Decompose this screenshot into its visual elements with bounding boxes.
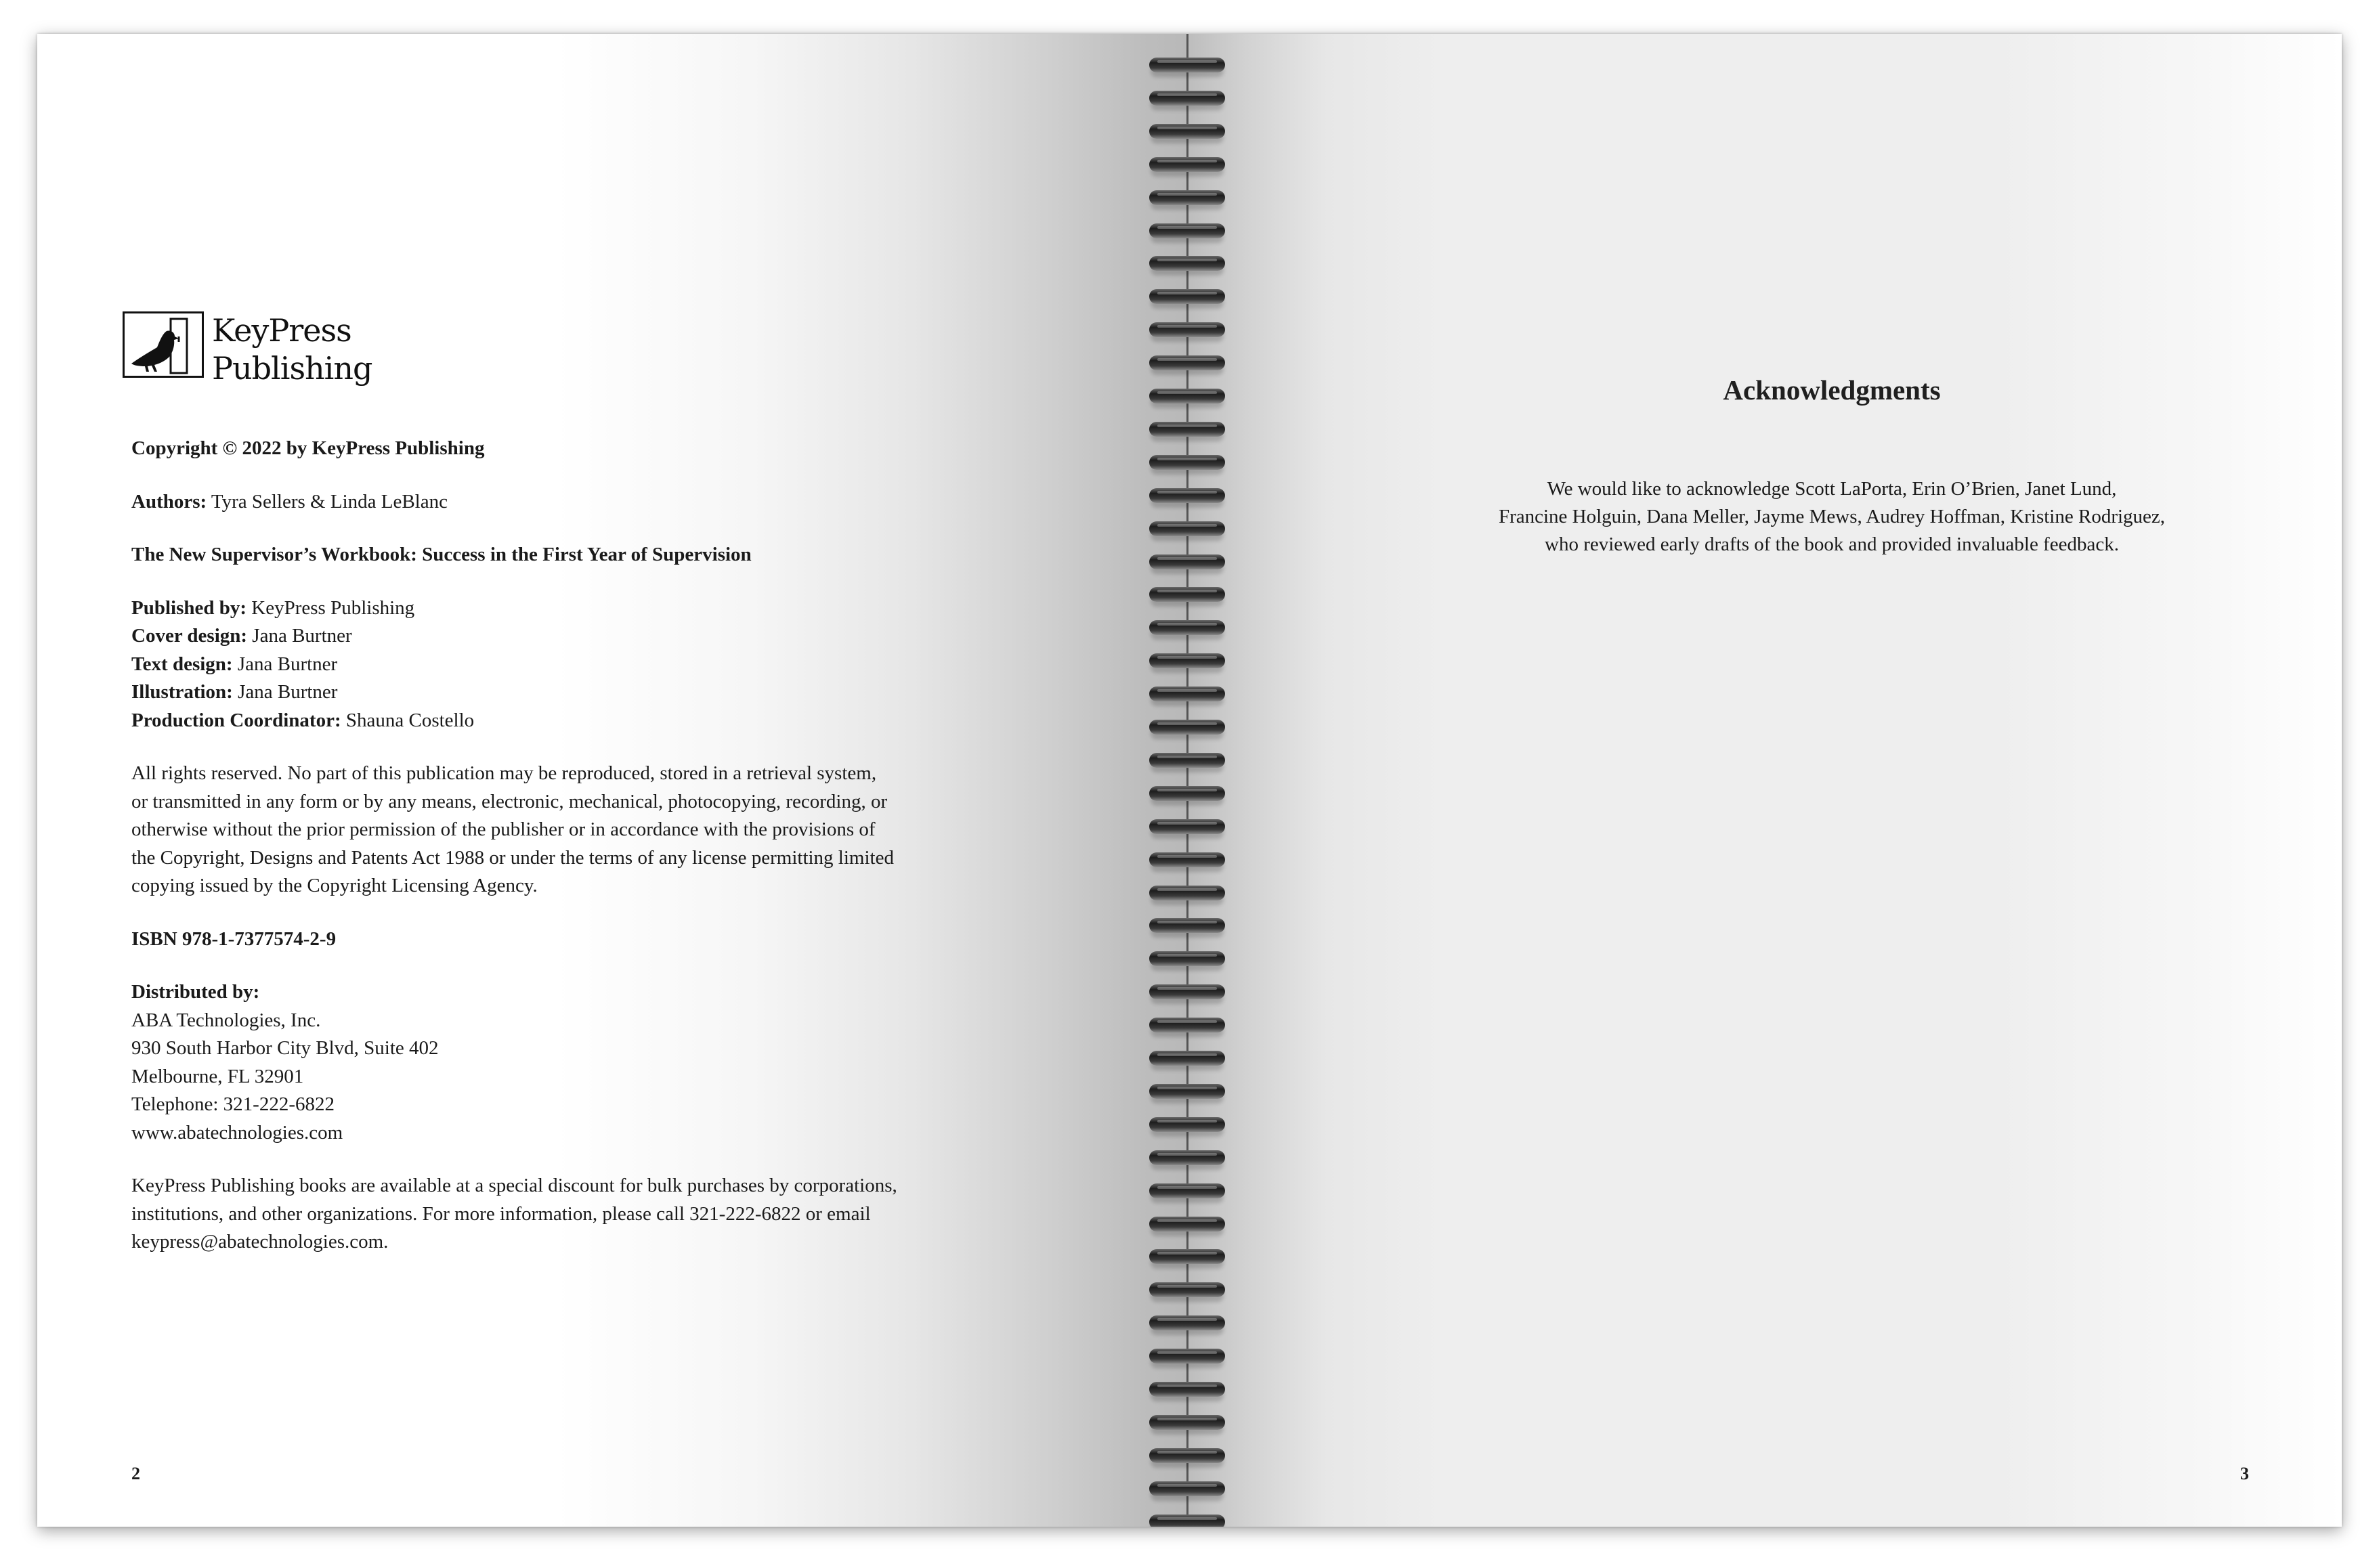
binding-coil — [1149, 1282, 1225, 1297]
distributor-line: Melbourne, FL 32901 — [131, 1065, 304, 1087]
authors-line — [131, 488, 1066, 517]
credit-label: Production Coordinator: — [131, 709, 341, 731]
binding-coil — [1149, 620, 1225, 635]
distributor-website: www.abatechnologies.com — [131, 1121, 343, 1144]
book-spread — [37, 34, 2342, 1527]
binding-coil — [1149, 1150, 1225, 1165]
credit-value: Jana Burtner — [232, 653, 338, 675]
binding-coil — [1149, 852, 1225, 867]
binding-coil — [1149, 653, 1225, 668]
binding-coil — [1149, 720, 1225, 735]
rights-line: the Copyright, Designs and Patents Act 1988 or under the terms of any license permitting limited — [131, 846, 894, 869]
credit-line — [131, 651, 1066, 679]
binding-coil — [1149, 190, 1225, 205]
binding-coil — [1149, 223, 1225, 238]
credit-label: Illustration: — [131, 681, 233, 703]
credit-label: Published by: — [131, 596, 247, 619]
bulk-line: keypress@abatechnologies.com. — [131, 1231, 389, 1253]
copyright-line: Copyright © 2022 by KeyPress Publishing — [131, 437, 485, 459]
binding-coil — [1149, 886, 1225, 900]
acknowledgments-heading: Acknowledgments — [1723, 374, 1941, 406]
acknowledgments-body — [1426, 475, 2238, 559]
binding-coil — [1149, 1051, 1225, 1066]
binding-coil — [1149, 753, 1225, 768]
binding-coil — [1149, 58, 1225, 72]
credit-line — [131, 678, 1066, 707]
binding-coil — [1149, 984, 1225, 999]
binding-coil — [1149, 1217, 1225, 1232]
binding-coil — [1149, 819, 1225, 834]
binding-coil — [1149, 1349, 1225, 1364]
pigeon-logo-icon — [123, 311, 204, 378]
bulk-purchase-paragraph — [131, 1172, 1066, 1257]
binding-coil — [1149, 1249, 1225, 1264]
credit-value: Shauna Costello — [341, 709, 475, 731]
distributed-label: Distributed by: — [131, 981, 260, 1003]
binding-coil — [1149, 91, 1225, 106]
authors-label: Authors: — [131, 490, 207, 513]
right-page-number: 3 — [2240, 1464, 2249, 1483]
binding-coil — [1149, 1415, 1225, 1430]
rights-line: All rights reserved. No part of this publication may be reproduced, stored in a retrieval system, — [131, 762, 877, 784]
binding-coil — [1149, 256, 1225, 271]
acknowledgments-line: We would like to acknowledge Scott LaPorta, Erin O’Brien, Janet Lund, — [1547, 478, 2117, 500]
rights-line: otherwise without the prior permission of the publisher or in accordance with the provisions of — [131, 819, 876, 840]
binding-coil — [1149, 521, 1225, 536]
distributor-line: Telephone: 321-222-6822 — [131, 1093, 335, 1115]
right-page — [1188, 34, 2342, 1527]
binding-coil — [1149, 124, 1225, 139]
credits-list — [131, 594, 1066, 735]
credit-value: Jana Burtner — [232, 681, 338, 703]
bulk-line: KeyPress Publishing books are available at a special discount for bulk purchases by corporations, — [131, 1175, 897, 1196]
distributor-line: ABA Technologies, Inc. — [131, 1009, 321, 1031]
distributor-address — [131, 1007, 1066, 1148]
binding-coil — [1149, 1117, 1225, 1132]
binding-coil — [1149, 786, 1225, 801]
acknowledgments-line: who reviewed early drafts of the book and provided invaluable feedback. — [1545, 533, 2119, 555]
binding-coil — [1149, 455, 1225, 470]
credit-label: Text design: — [131, 653, 233, 675]
binding-coil — [1149, 422, 1225, 437]
book-title: The New Supervisor’s Workbook: Success in the First Year of Supervision — [131, 544, 752, 565]
binding-coil — [1149, 918, 1225, 933]
credit-value: KeyPress Publishing — [247, 596, 415, 619]
binding-coil — [1149, 1515, 1225, 1527]
credit-value: Jana Burtner — [247, 625, 352, 647]
publisher-name — [212, 311, 372, 387]
binding-coil — [1149, 1382, 1225, 1397]
left-page-number: 2 — [131, 1464, 140, 1483]
rights-line: or transmitted in any form or by any means, electronic, mechanical, photocopying, recording, or — [131, 790, 888, 812]
rights-line: copying issued by the Copyright Licensing Agency. — [131, 875, 538, 896]
binding-coil — [1149, 488, 1225, 503]
binding-coil — [1149, 1084, 1225, 1099]
credit-label: Cover design: — [131, 625, 248, 647]
logo-line-1: KeyPress — [212, 312, 351, 349]
binding-coil — [1149, 289, 1225, 304]
binding-coil — [1149, 1448, 1225, 1463]
binding-coil — [1149, 554, 1225, 569]
binding-coil — [1149, 587, 1225, 602]
authors-value: Tyra Sellers & Linda LeBlanc — [207, 490, 448, 513]
credit-line — [131, 594, 1066, 623]
binding-coil — [1149, 951, 1225, 966]
binding-coil — [1149, 157, 1225, 172]
credit-line — [131, 707, 1066, 735]
copyright-page-body — [131, 435, 1066, 1257]
binding-coil — [1149, 1315, 1225, 1330]
credit-line — [131, 622, 1066, 651]
isbn: ISBN 978-1-7377574-2-9 — [131, 928, 337, 950]
binding-coil — [1149, 687, 1225, 701]
rights-paragraph — [131, 760, 1066, 900]
logo-line-2: Publishing — [212, 350, 372, 387]
binding-coil — [1149, 355, 1225, 370]
publisher-logo — [123, 311, 372, 387]
binding-coil — [1149, 1018, 1225, 1032]
binding-coil — [1149, 322, 1225, 337]
binding-coil — [1149, 1183, 1225, 1198]
binding-coil — [1149, 389, 1225, 404]
binding-coil — [1149, 1481, 1225, 1496]
bulk-line: institutions, and other organizations. For more information, please call 321-222-6822 or email — [131, 1202, 871, 1225]
acknowledgments-line: Francine Holguin, Dana Meller, Jayme Mews, Audrey Hoffman, Kristine Rodriguez, — [1498, 506, 2166, 527]
distributor-line: 930 South Harbor City Blvd, Suite 402 — [131, 1037, 439, 1059]
